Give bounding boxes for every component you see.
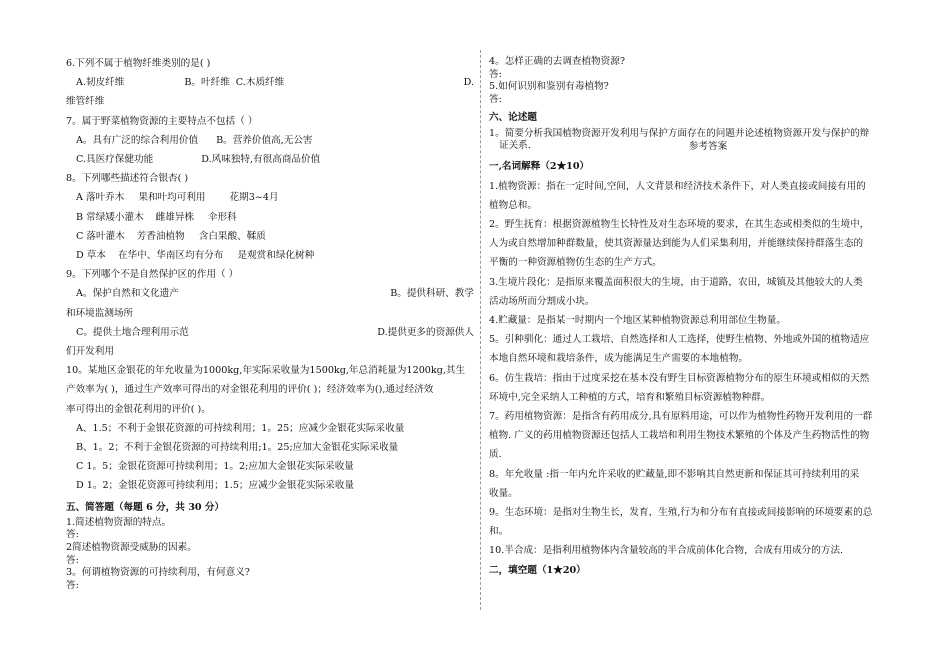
sec5-q4: 4。怎样正确的去调查植物资源?	[489, 56, 625, 67]
sec5-q1: 1.简述植物资源的特点。	[66, 516, 172, 528]
definition-7: 7。药用植物资源：是指含有药用成分,具有原料用途，可以作为植物性药物开发利用的一群 植物. 广义的药用植物资源还包括人工栽培和利用生物技术繁殖的个体及产生药物活性的物 质.	[489, 411, 873, 461]
definition-6: 6。仿生栽培：指由于过度采挖在基本没有野生目标资源植物分布的原生环境或相似的天然 环境中,完全采纳人工种植的方式，培育和繁殖目标资源植物种群。	[489, 372, 870, 403]
q8-option-b: B 常绿矮小灌木 雌雄异株 伞形科	[76, 211, 237, 223]
q6-option-d: D.	[463, 77, 474, 89]
q6-option-b: B。叶纤维	[184, 77, 230, 89]
sec5-q2: 2简述植物资源受威胁的因素。	[66, 542, 197, 554]
sec5-a5: 答:	[489, 93, 502, 105]
definition-3: 3.生境片段化：是指原来覆盖面积很大的生境，由于道路，农田，城镇及其他较大的人类 活动场所而分割成小块。	[489, 276, 863, 307]
definition-4: 4.贮藏量：是指某一时期内一个地区某种植物资源总利用部位生物量。	[489, 314, 786, 326]
definition-5: 5。引种驯化：通过人工栽培、自然选择和人工选择，使野生植物、外地或外国的植物适应 本地自然环境和栽培条件，成为能满足生产需要的本地植物。	[489, 334, 870, 365]
sec5-a4: 答:	[489, 68, 502, 80]
q9-option-b: B。提供科研、教学	[390, 288, 474, 300]
q9-question: 9。下列哪个不是自然保护区的作用（ ）	[66, 269, 239, 281]
q7-option-c: C.具医疗保健功能	[76, 154, 154, 166]
answers-section-1-heading: 一,名词解释（2★10）	[489, 161, 590, 173]
q10-option-a: A、1.5；不利于金银花资源的可持续利用；1。25；应减少金银花实际采收量	[76, 422, 405, 434]
q7-question: 7。属于野菜植物资源的主要特点不包括（ ）	[66, 115, 258, 127]
answers-title: 参考答案	[688, 140, 728, 152]
q7-option-d: D.风味独特,有很高商品价值	[201, 154, 321, 166]
sec5-a1: 答:	[66, 529, 79, 541]
definition-9: 9。生态环境：是指对生物生长，发育，生殖,行为和分布有直接或间接影响的环境要素的总 和。	[489, 507, 873, 538]
section-6-heading: 六、论述题	[489, 112, 537, 124]
sec5-a3: 答:	[66, 579, 79, 591]
q9-option-d-cont: 们开发利用	[66, 346, 114, 358]
q10-option-c: C 1。5；金银花资源可持续利用；1。2;应加大金银花实际采收量	[76, 461, 354, 473]
q6-option-c: C.木质纤维	[235, 77, 285, 89]
definition-10: 10.半合成：是指利用植物体内含量较高的半合成前体化合物，合成有用成分的方法.	[489, 545, 844, 557]
definition-2: 2。野生抚育：根据资源植物生长特性及对生态环境的要求，在其生态或相类似的生境中， 人为或自然增加种群数量，使其资源量达到能为人们采集利用，并能继续保持群落生态的 平衡的一种资源植物仿生态的生产方式。	[489, 218, 870, 269]
q6-option-d-cont: 维管纤维	[66, 96, 105, 108]
q9-option-d: D.提供更多的资源供人	[377, 326, 474, 338]
q7-options-2	[66, 150, 474, 169]
q6-question: 6.下列不属于植物纤维类别的是( )	[66, 58, 211, 69]
definition-1: 1.植物资源：指在一定时间,空间，人文背景和经济技术条件下，对人类直接或间接有用的 植物总和。	[489, 180, 866, 211]
q8-question: 8。下列哪些描述符合银杏( )	[66, 173, 189, 185]
q8-option-a: A 落叶乔木 果和叶均可利用 花期3~4月	[76, 192, 279, 204]
answers-section-2-heading: 二，填空题（1★20）	[489, 564, 586, 576]
q7-option-a: A。具有广泛的综合利用价值	[76, 134, 199, 146]
q9-option-a: A。保护自然和文化遗产	[76, 288, 179, 300]
q6-options	[66, 73, 474, 92]
sec5-q3: 3。何谓植物资源的可持续利用，有何意义?	[66, 567, 250, 579]
sec6-q1-line-1: 1。简要分析我国植物资源开发利用与保护方面存在的问题并论述植物资源开发与保护的辩	[489, 127, 870, 139]
q9-options-2	[66, 323, 474, 342]
q6-option-a: A.韧皮纤维	[76, 77, 125, 89]
q10-line-2: 产效率为( )，通过生产效率可得出的对金银花利用的评价( )；经济效率为(),通过经济效	[66, 384, 434, 396]
q8-option-c: C 落叶灌木 芳香油植物 含白果酸、鞣质	[76, 230, 266, 242]
q9-options-1	[66, 284, 474, 303]
definition-8: 8。年允收量 :指一年内允许采收的贮藏量,即不影响其自然更新和保证其可持续利用的采 收量。	[489, 468, 860, 499]
q10-option-d: D 1。2；金银花资源可持续利用；1.5；应减少金银花实际采收量	[76, 480, 355, 492]
q7-option-b: B。营养价值高,无公害	[216, 134, 313, 146]
q9-option-b-cont: 和环境监测场所	[66, 307, 134, 319]
q7-options-1	[66, 131, 474, 150]
section-5-heading: 五、简答题（每题 6 分，共 30 分）	[66, 501, 225, 513]
sec6-q1-line-2: 证关系.	[499, 140, 531, 152]
left-column	[66, 54, 474, 592]
column-divider	[480, 50, 481, 610]
q10-option-b: B、1。2；不利于金银花资源的可持续利用;1。25;应加大金银花实际采收量	[76, 442, 399, 454]
q9-option-c: C。提供土地合理利用示范	[76, 326, 189, 338]
sec5-q5: 5.如何识别和鉴别有毒植物?	[489, 81, 609, 93]
q8-option-d: D 草本 在华中、华南区均有分布 是观赏和绿化树种	[76, 250, 315, 262]
right-column	[489, 56, 887, 580]
sec5-a2: 答:	[66, 554, 79, 566]
q10-line-3: 率可得出的金银花利用的评价( )。	[66, 403, 211, 415]
q10-line-1: 10。某地区金银花的年允收量为1000kg,年实际采收量为1500kg,年总消耗量为1200kg,其生	[66, 365, 466, 377]
